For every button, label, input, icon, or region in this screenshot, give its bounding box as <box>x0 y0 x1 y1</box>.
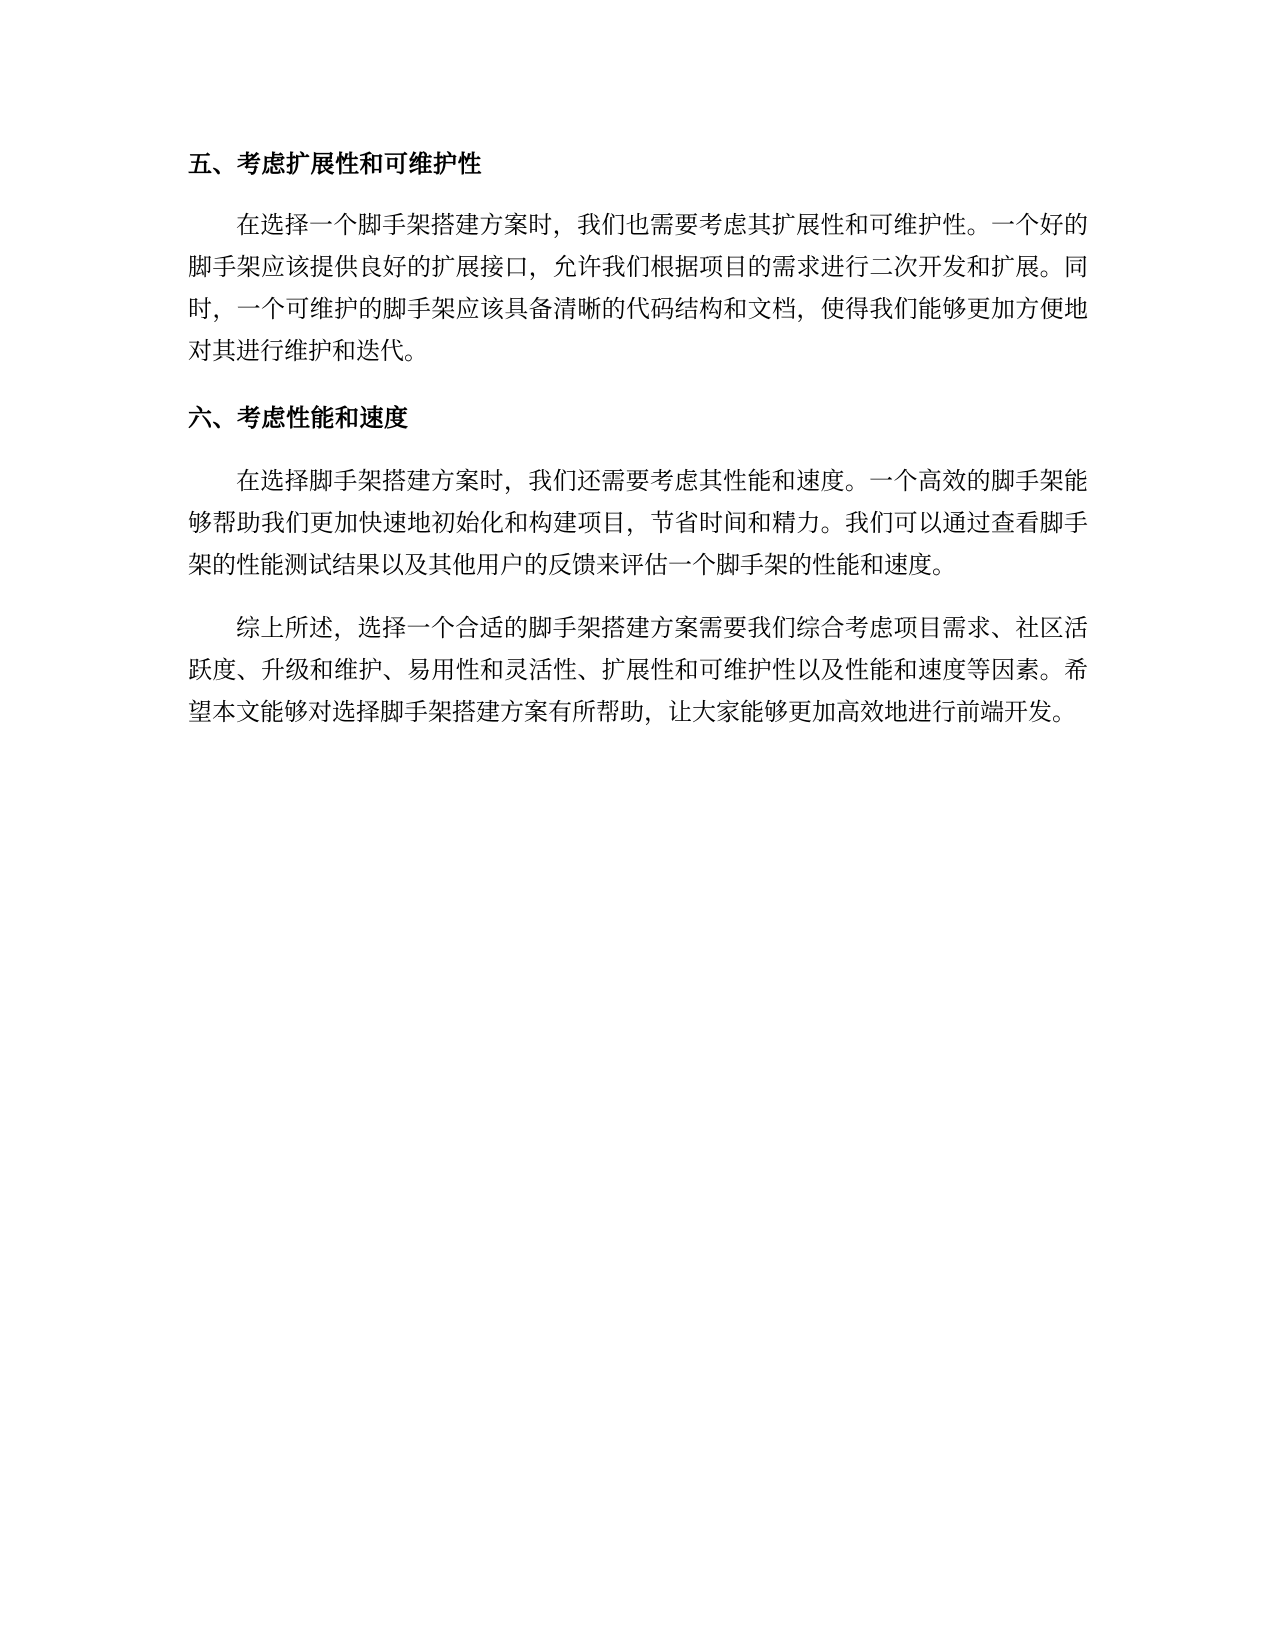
document-page <box>188 148 1088 733</box>
section-5-paragraph: 在选择一个脚手架搭建方案时，我们也需要考虑其扩展性和可维护性。一个好的脚手架应该提供良好的扩展接口，允许我们根据项目的需求进行二次开发和扩展。同时，一个可维护的脚手架应该具备清晰的代码结构和文档，使得我们能够更加方便地对其进行维护和迭代。 <box>188 211 1088 365</box>
section-heading-5: 五、考虑扩展性和可维护性 <box>188 150 482 178</box>
section-heading-6: 六、考虑性能和速度 <box>188 404 409 432</box>
section-6-paragraph: 在选择脚手架搭建方案时，我们还需要考虑其性能和速度。一个高效的脚手架能够帮助我们更加快速地初始化和构建项目，节省时间和精力。我们可以通过查看脚手架的性能测试结果以及其他用户的反馈来评估一个脚手架的性能和速度。 <box>188 467 1088 579</box>
conclusion-paragraph: 综上所述，选择一个合适的脚手架搭建方案需要我们综合考虑项目需求、社区活跃度、升级和维护、易用性和灵活性、扩展性和可维护性以及性能和速度等因素。希望本文能够对选择脚手架搭建方案有所帮助，让大家能够更加高效地进行前端开发。 <box>188 614 1088 726</box>
